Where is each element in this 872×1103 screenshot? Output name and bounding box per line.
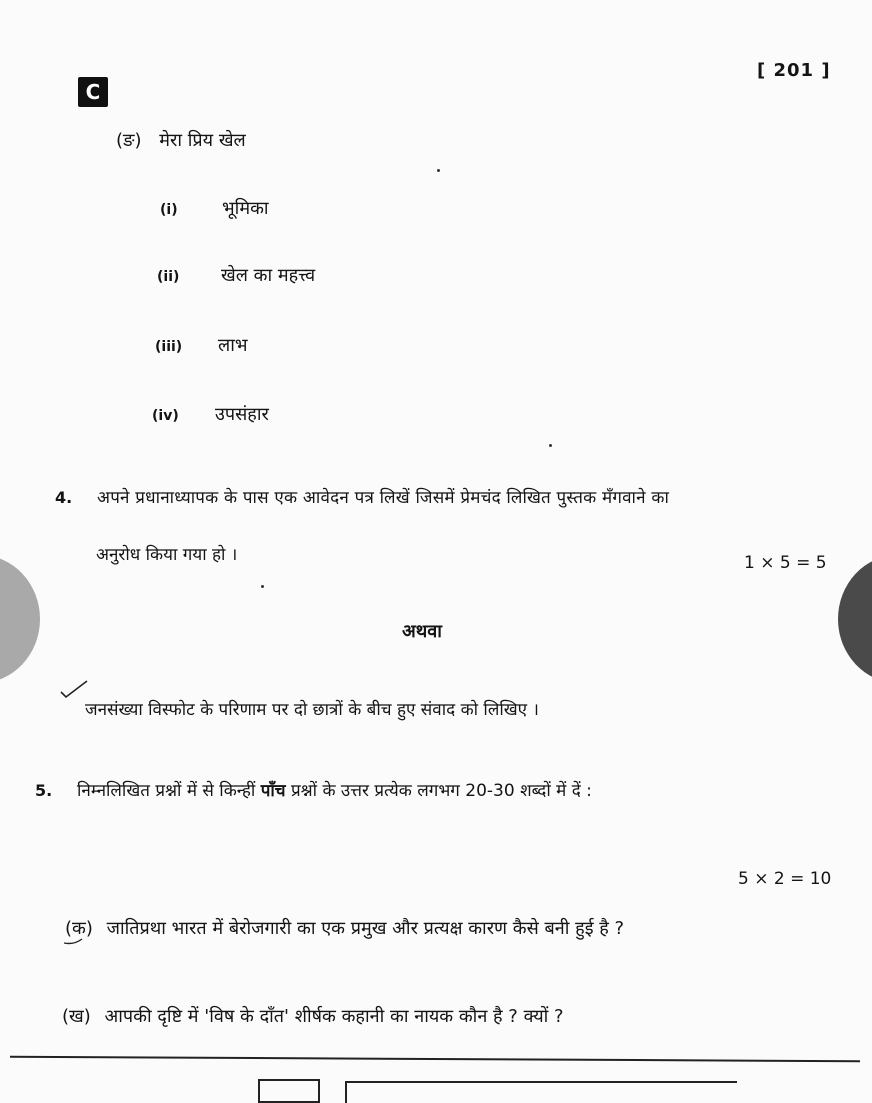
point-number: (i) xyxy=(160,202,178,218)
question-text-part: प्रश्नों के उत्तर प्रत्येक लगभग 20-30 शब्दों में दें : xyxy=(290,781,592,801)
point-text: खेल का महत्त्व xyxy=(221,265,316,286)
question-number: 5. xyxy=(35,781,53,800)
underline-mark-icon xyxy=(62,925,88,947)
question-text-emphasis: पाँच xyxy=(260,781,286,801)
essay-title: मेरा प्रिय खेल xyxy=(159,130,246,151)
subquestion xyxy=(65,916,624,940)
point-number: (iv) xyxy=(152,408,179,424)
essay-heading xyxy=(116,128,246,152)
question-number: 4. xyxy=(55,488,73,507)
question-text-part: निम्नलिखित प्रश्नों में से किन्हीं xyxy=(77,781,256,801)
scan-punch-hole-right xyxy=(838,555,872,683)
point-text: भूमिका xyxy=(222,198,269,219)
footer-box xyxy=(345,1081,737,1103)
page-number: [ 201 ] xyxy=(757,60,831,81)
question-text-line1: अपने प्रधानाध्यापक के पास एक आवेदन पत्र लिखें जिसमें प्रेमचंद लिखित पुस्तक मँगवाने का xyxy=(97,488,670,508)
corner-label: C xyxy=(78,77,108,107)
subquestion xyxy=(62,1004,564,1028)
or-label: अथवा xyxy=(402,621,442,642)
subquestion-label: (ख) xyxy=(62,1006,91,1027)
question-text xyxy=(77,778,592,801)
point-text: लाभ xyxy=(218,335,248,356)
marks-allocation: 1 × 5 = 5 xyxy=(744,553,827,573)
point-text: उपसंहार xyxy=(215,404,269,425)
essay-label: (ङ) xyxy=(116,130,142,151)
question-text-line2: अनुरोध किया गया हो । xyxy=(96,545,238,565)
footer-box xyxy=(258,1079,320,1103)
scan-dot xyxy=(549,444,552,447)
point-number: (iii) xyxy=(155,339,183,355)
alternative-question-text: जनसंख्या विस्फोट के परिणाम पर दो छात्रों के बीच हुए संवाद को लिखिए । xyxy=(85,700,539,720)
subquestion-text: जातिप्रथा भारत में बेरोजगारी का एक प्रमुख और प्रत्यक्ष कारण कैसे बनी हुई है ? xyxy=(106,918,625,939)
scan-punch-hole-left xyxy=(0,555,40,683)
bottom-rule xyxy=(10,1056,860,1062)
subquestion-text: आपकी दृष्टि में 'विष के दाँत' शीर्षक कहानी का नायक कौन है ? क्यों ? xyxy=(104,1006,564,1027)
subquestion-label: (क) xyxy=(65,918,93,939)
point-number: (ii) xyxy=(157,269,180,285)
scan-dot xyxy=(437,169,440,172)
marks-allocation: 5 × 2 = 10 xyxy=(738,869,832,889)
scan-dot xyxy=(261,585,264,588)
